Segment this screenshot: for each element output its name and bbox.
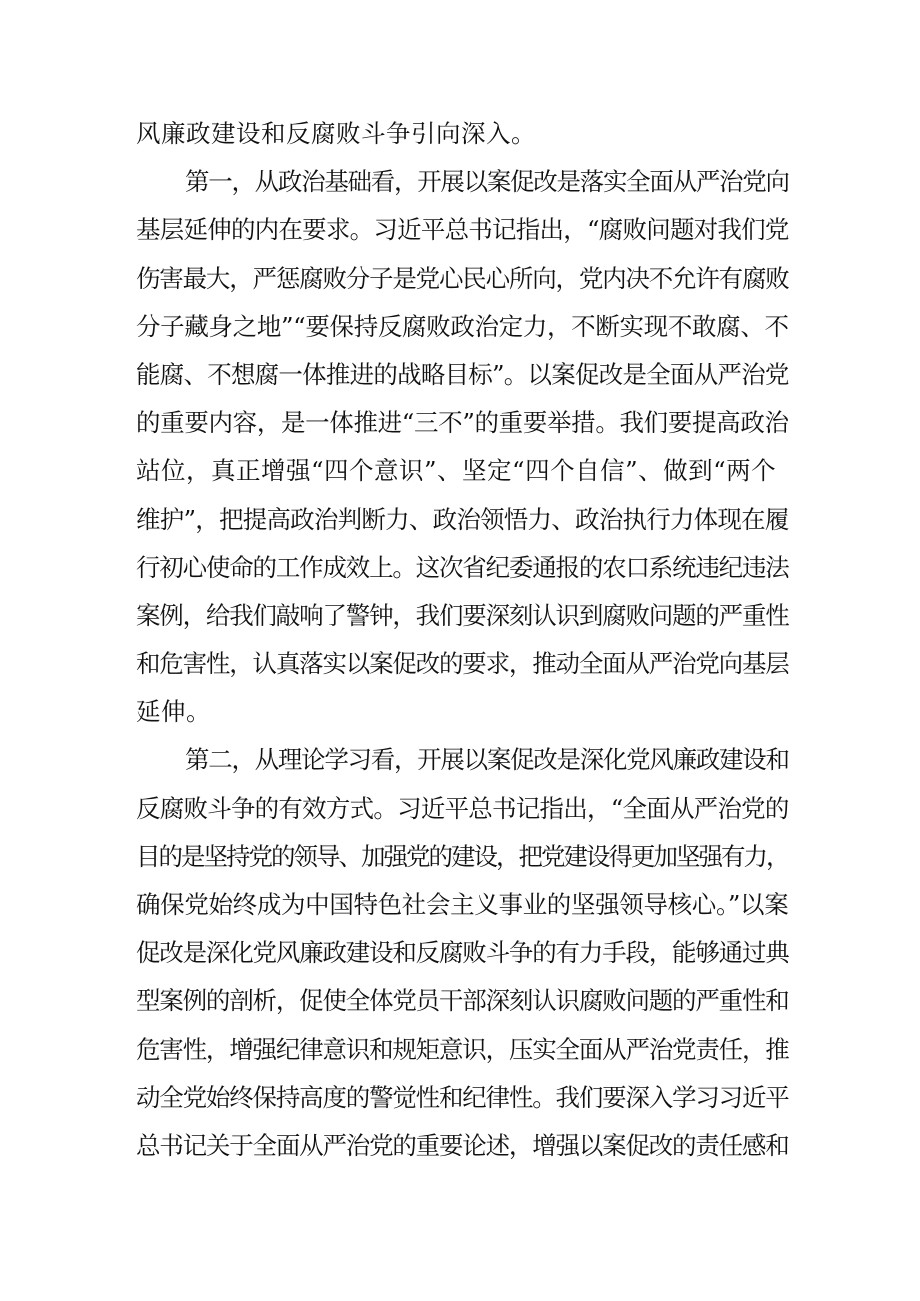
text-line: 风廉政建设和反腐败斗争引向深入。 (136, 119, 536, 148)
text-line: 站位，真正增强“四个意识”、坚定“四个自信”、做到“两个 (136, 456, 777, 486)
text-line: 第一，从政治基础看，开展以案促改是落实全面从严治党向 (185, 167, 789, 197)
text-line: 动全党始终保持高度的警觉性和纪律性。我们要深入学习习近平 (136, 1082, 789, 1112)
text-line: 总书记关于全面从严治党的重要论述，增强以案促改的责任感和 (136, 1130, 789, 1160)
text-line: 反腐败斗争的有效方式。习近平总书记指出，“全面从严治党的 (136, 793, 789, 823)
body-text (136, 110, 790, 1170)
text-line: 基层延伸的内在要求。习近平总书记指出，“腐败问题对我们党 (136, 215, 789, 245)
text-line: 伤害最大，严惩腐败分子是党心民心所向，党内决不允许有腐败 (136, 263, 789, 293)
text-line: 和危害性，认真落实以案促改的要求，推动全面从严治党向基层 (136, 649, 789, 679)
text-line: 型案例的剖析，促使全体党员干部深刻认识腐败问题的严重性和 (136, 986, 789, 1016)
text-line: 行初心使命的工作成效上。这次省纪委通报的农口系统违纪违法 (136, 552, 789, 582)
text-line: 案例，给我们敲响了警钟，我们要深刻认识到腐败问题的严重性 (136, 600, 789, 630)
text-line: 目的是坚持党的领导、加强党的建设，把党建设得更加坚强有力， (136, 841, 789, 871)
text-line: 延伸。 (136, 697, 211, 727)
text-line: 能腐、不想腐一体推进的战略目标”。以案促改是全面从严治党 (136, 359, 789, 389)
text-line: 第二，从理论学习看，开展以案促改是深化党风廉政建设和 (185, 745, 789, 775)
text-line: 促改是深化党风廉政建设和反腐败斗争的有力手段，能够通过典 (136, 938, 789, 968)
text-line: 危害性，增强纪律意识和规矩意识，压实全面从严治党责任，推 (136, 1034, 789, 1064)
text-line: 维护”，把提高政治判断力、政治领悟力、政治执行力体现在履 (136, 504, 789, 534)
text-line: 分子藏身之地”“要保持反腐败政治定力，不断实现不敢腐、不 (136, 311, 789, 341)
text-line: 的重要内容，是一体推进“三不”的重要举措。我们要提高政治 (136, 408, 789, 438)
text-line: 确保党始终成为中国特色社会主义事业的坚强领导核心。”以案 (136, 890, 789, 919)
